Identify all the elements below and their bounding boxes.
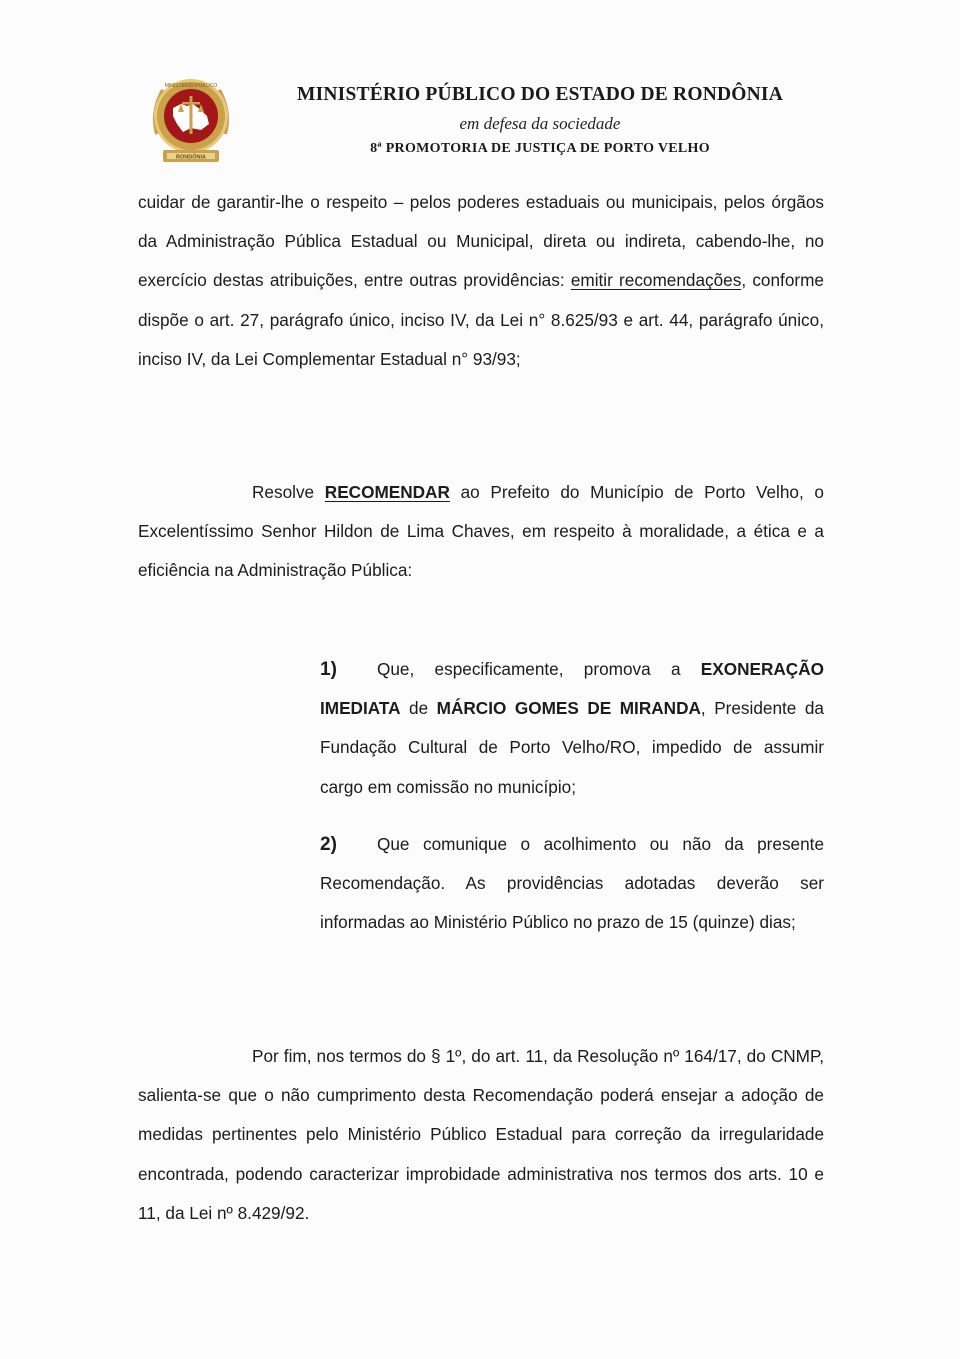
item-text: Que comunique o acolhimento ou não da presente Recomendação. As providências adotadas deverão ser informadas ao Ministério Público no prazo de 15 (quinze) dias; xyxy=(320,834,824,933)
emphasis-text: EXONERAÇÃO IMEDIATA xyxy=(320,659,824,719)
recommend-keyword: RECOMENDAR xyxy=(324,482,450,502)
recommendation-item-1 xyxy=(320,650,824,807)
paragraph-text: , conforme dispõe o art. 27, parágrafo único, inciso IV, da Lei n° 8.625/93 e art. 44, parágrafo único, inciso IV, da Lei Complementar Estadual n° 93/93; xyxy=(138,270,824,369)
item-number: 1) xyxy=(320,659,337,680)
item-text: Que, especificamente, promova a xyxy=(377,659,701,679)
paragraph-text: Resolve xyxy=(252,482,325,502)
item-text: , Presidente da Fundação Cultural de Porto Velho/RO, impedido de assumir cargo em comissão no município; xyxy=(320,698,824,797)
ministerio-publico-seal-icon xyxy=(147,72,235,168)
recommendation-item-2 xyxy=(320,825,824,943)
paragraph-text: Por fim, nos termos do § 1º, do art. 11, da Resolução nº 164/17, do CNMP, salienta-se que o não cumprimento desta Recomendação poderá ensejar a adoção de medidas pertinentes pelo Ministério Público Estadual para correção da irregularidade encontrada, podendo caracterizar improbidade administrativa nos termos dos arts. 10 e 11, da Lei nº 8.429/92. xyxy=(138,1046,824,1223)
paragraph-closing xyxy=(138,1037,824,1233)
promotoria-subtitle: 8ª PROMOTORIA DE JUSTIÇA DE PORTO VELHO xyxy=(370,141,710,156)
paragraph-text: cuidar de garantir-lhe o respeito – pelos poderes estaduais ou municipais, pelos órgãos da Administração Pública Estadual ou Municipal, direta ou indireta, cabendo-lhe, no exercício destas atribuições, entre outras providências: xyxy=(138,192,824,291)
organization-title: MINISTÉRIO PÚBLICO DO ESTADO DE RONDÔNIA xyxy=(297,84,783,105)
item-text: de xyxy=(400,698,437,719)
underlined-term: emitir recomendações xyxy=(570,270,742,291)
paragraph-resolution xyxy=(138,473,824,591)
paragraph-attributions xyxy=(138,183,824,379)
svg-text:RONDÔNIA: RONDÔNIA xyxy=(176,154,206,161)
paragraph-text: ao Prefeito do Município de Porto Velho, o Excelentíssimo Senhor Hildon de Lima Chaves, em respeito à moralidade, a ética e a eficiência na Administração Pública: xyxy=(138,482,824,581)
svg-text:MINISTÉRIO PÚBLICO: MINISTÉRIO PÚBLICO xyxy=(164,83,218,89)
organization-motto: em defesa da sociedade xyxy=(459,114,621,133)
item-number: 2) xyxy=(320,834,337,855)
person-name: MÁRCIO GOMES DE MIRANDA xyxy=(436,698,701,719)
